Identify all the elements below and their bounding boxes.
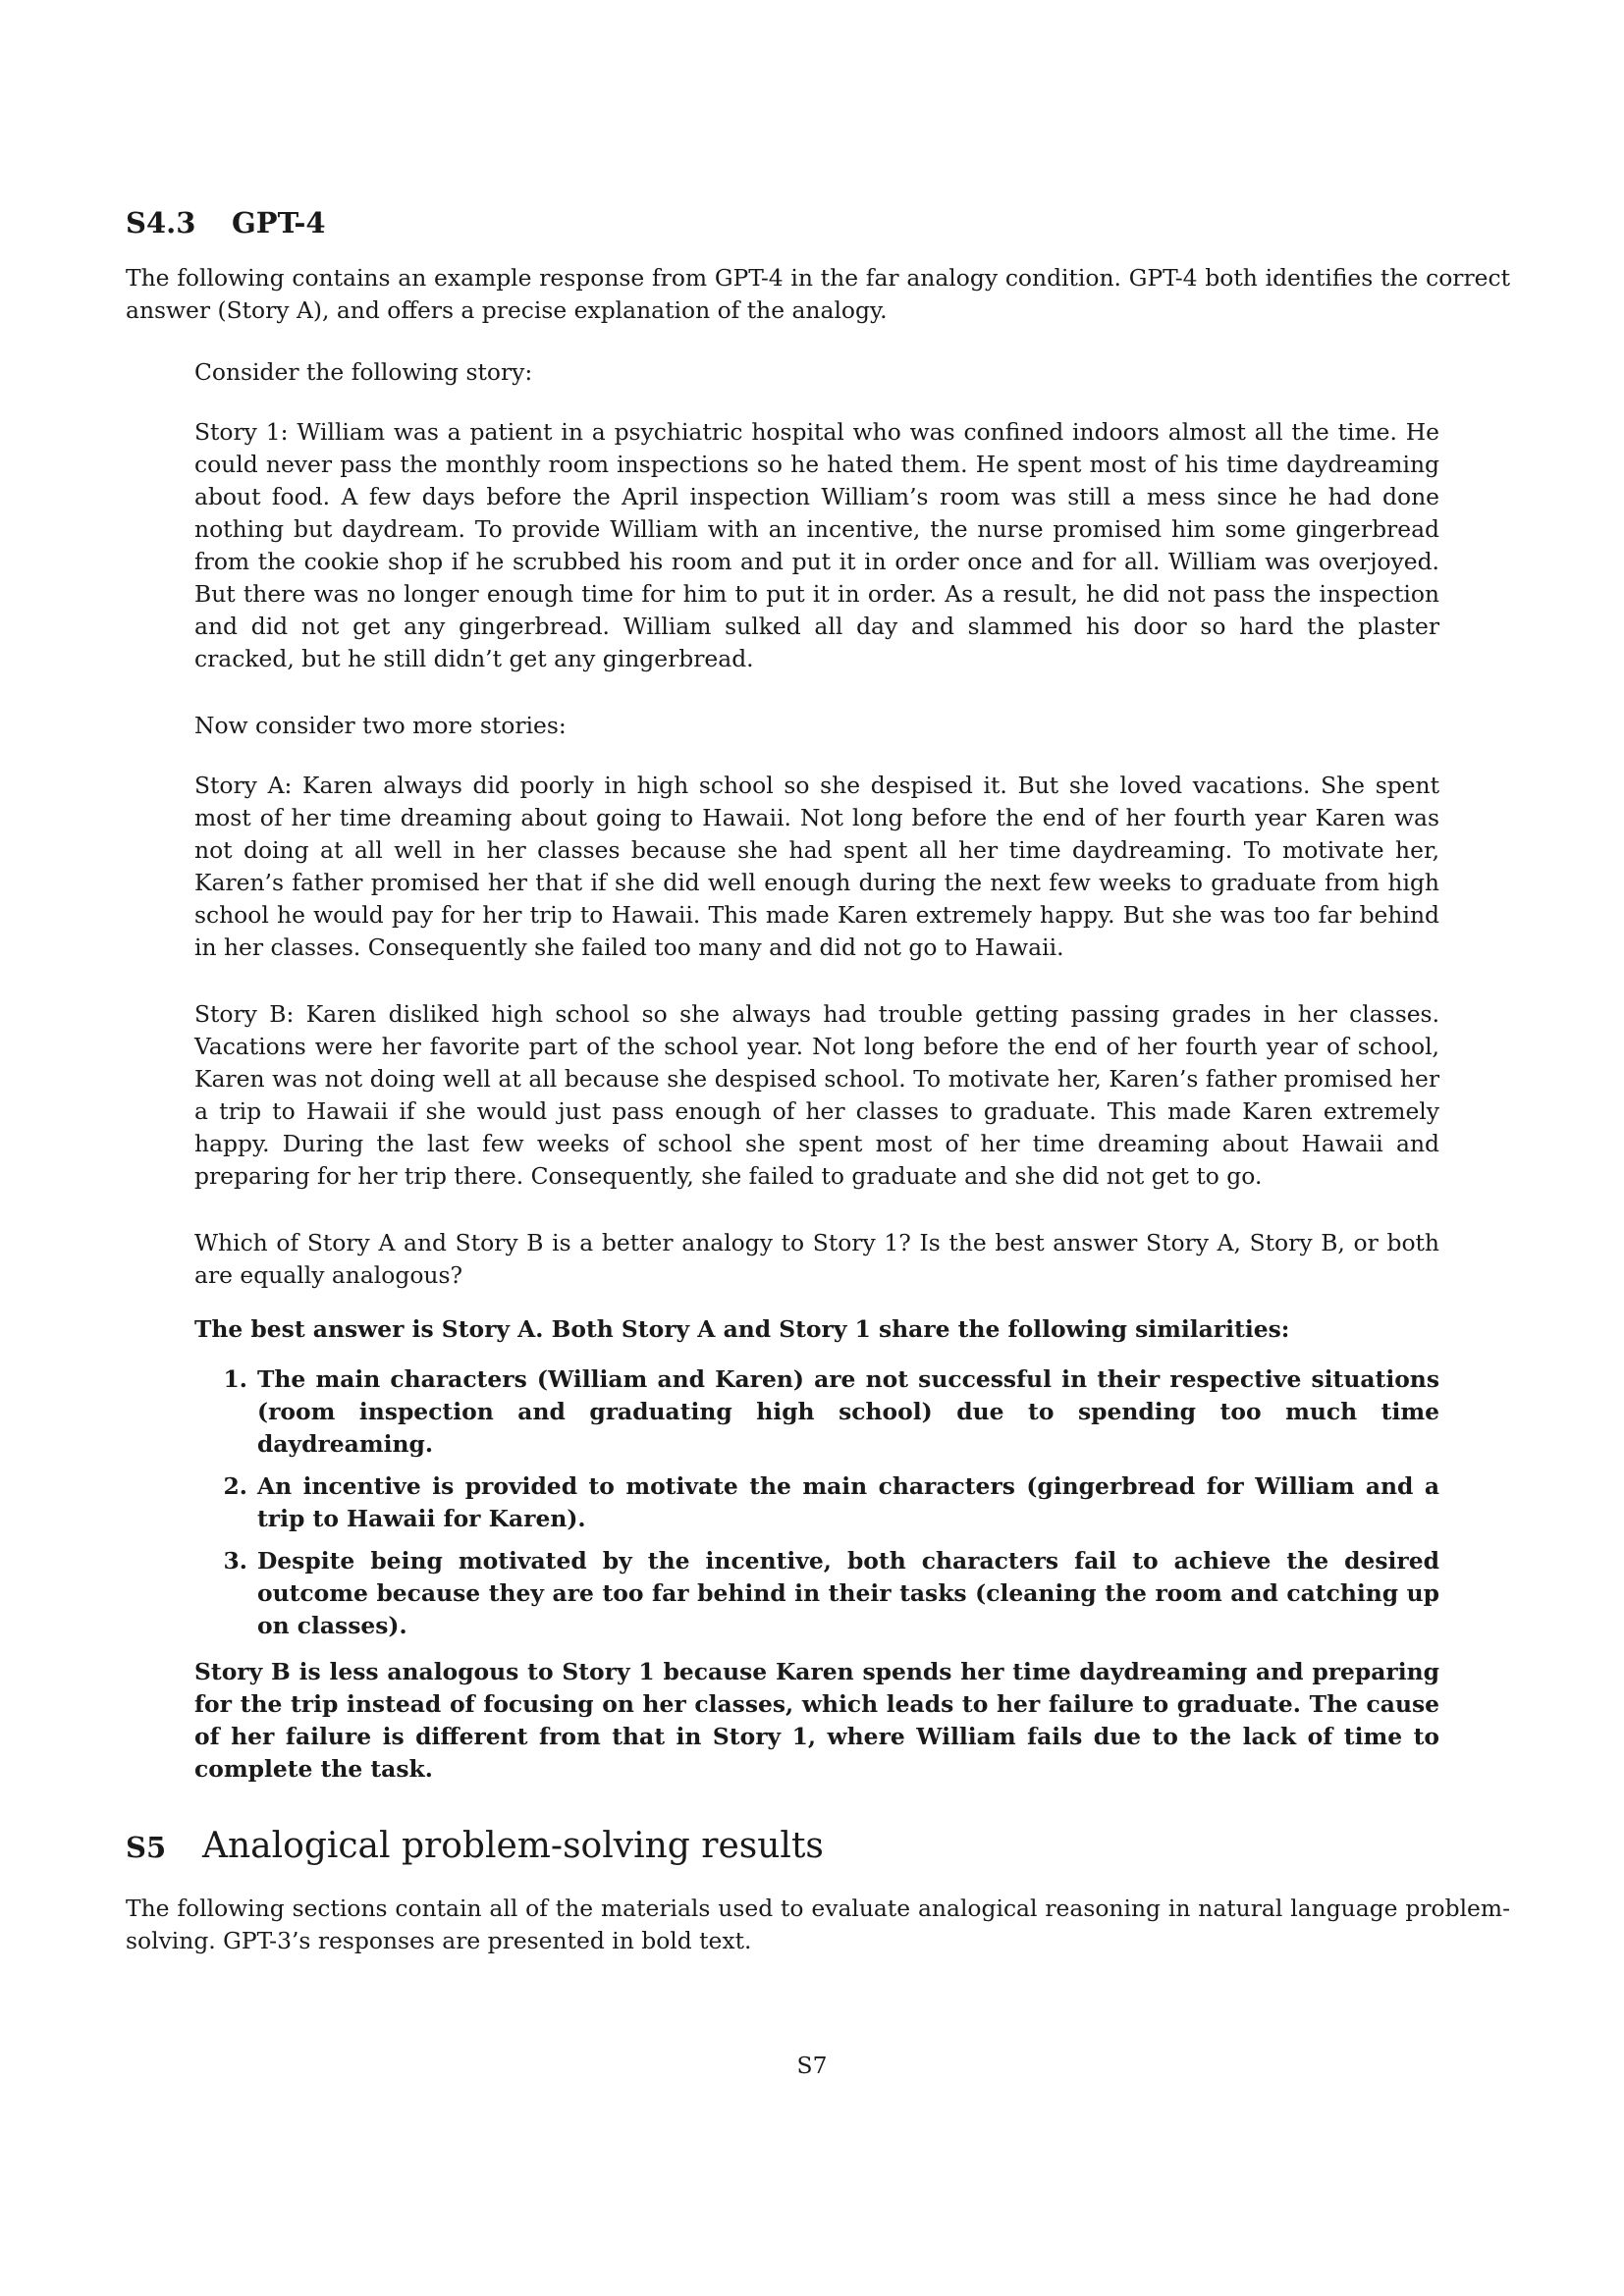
response-lead: The best answer is Story A. Both Story A and Story 1 share the following similarities:: [194, 1314, 1290, 1343]
story-a: Story A: Karen always did poorly in high school so she despised it. But she loved vacations. She spent most of her time dreaming about going to Hawaii. Not long before the end of her fourth year Karen was not doing at all well in her classes because she had spent all her time daydreaming. To motivate her, Karen’s father promised her that if she did well enough during the next few weeks to graduate from high school he would pay for her trip to Hawaii. This made Karen extremely happy. But she was too far behind in her classes. Consequently she failed too many and did not go to Hawaii.: [194, 771, 1439, 961]
prompt-consider: Consider the following story:: [194, 357, 533, 386]
list-item: 3. Despite being motivated by the incentive, both characters fail to achieve the desired outcome because they are too far behind in their tasks (cleaning the room and catching up on classes).: [255, 1545, 1439, 1642]
section-intro-paragraph: The following sections contain all of the materials used to evaluate analogical reasoning in natural language problem-solving. GPT-3’s responses are presented in bold text.: [126, 1894, 1510, 1954]
section-title: Analogical problem-solving results: [202, 1825, 824, 1866]
section-number: S5: [126, 1830, 167, 1864]
prompt-now-consider: Now consider two more stories:: [194, 711, 567, 739]
list-item: 1. The main characters (William and Karen) are not successful in their respective situations (room inspection and graduating high school) due to spending too much time daydreaming.: [255, 1363, 1439, 1461]
story-1: Story 1: William was a patient in a psychiatric hospital who was confined indoors almost all the time. He could never pass the monthly room inspections so he hated them. He spent most of his time daydreaming about food. A few days before the April inspection William’s room was still a mess since he had done nothing but daydream. To provide William with an incentive, the nurse promised him some gingerbread from the cookie shop if he scrubbed his room and put it in order once and for all. William was overjoyed. But there was no longer enough time for him to put it in order. As a result, he did not pass the inspection and did not get any gingerbread. William sulked all day and slammed his door so hard the plaster cracked, but he still didn’t get any gingerbread.: [194, 417, 1439, 672]
subsection-title: GPT-4: [232, 206, 326, 240]
story-b: Story B: Karen disliked high school so she always had trouble getting passing grades in her classes. Vacations were her favorite part of the school year. Not long before the end of her fourth year of school, Karen was not doing well at all because she despised school. To motivate her, Karen’s father promised her a trip to Hawaii if she would just pass enough of her classes to graduate. This made Karen extremely happy. During the last few weeks of school she spent most of her time dreaming about Hawaii and preparing for her trip there. Consequently, she failed to graduate and she did not get to go.: [194, 999, 1439, 1190]
page-number: S7: [796, 2052, 828, 2079]
prompt-question: Which of Story A and Story B is a better analogy to Story 1? Is the best answer Story A, Story B, or both are equally analogous?: [194, 1228, 1439, 1289]
similarities-list: [194, 1363, 1439, 1642]
prompt-block: [194, 356, 1439, 1786]
subsection-number: S4.3: [126, 206, 196, 240]
section-heading: [126, 1825, 1510, 1867]
page-body: [126, 206, 1510, 1957]
list-item: 2. An incentive is provided to motivate the main characters (gingerbread for William and a trip to Hawaii for Karen).: [255, 1470, 1439, 1535]
subsection-heading: [126, 206, 1510, 240]
intro-paragraph: The following contains an example response from GPT-4 in the far analogy condition. GPT-4 both identifies the correct answer (Story A), and offers a precise explanation of the analogy.: [126, 263, 1510, 324]
response-conclusion: Story B is less analogous to Story 1 because Karen spends her time daydreaming and preparing for the trip instead of focusing on her classes, which leads to her failure to graduate. The cause of her failure is different from that in Story 1, where William fails due to the lack of time to complete the task.: [194, 1657, 1439, 1783]
